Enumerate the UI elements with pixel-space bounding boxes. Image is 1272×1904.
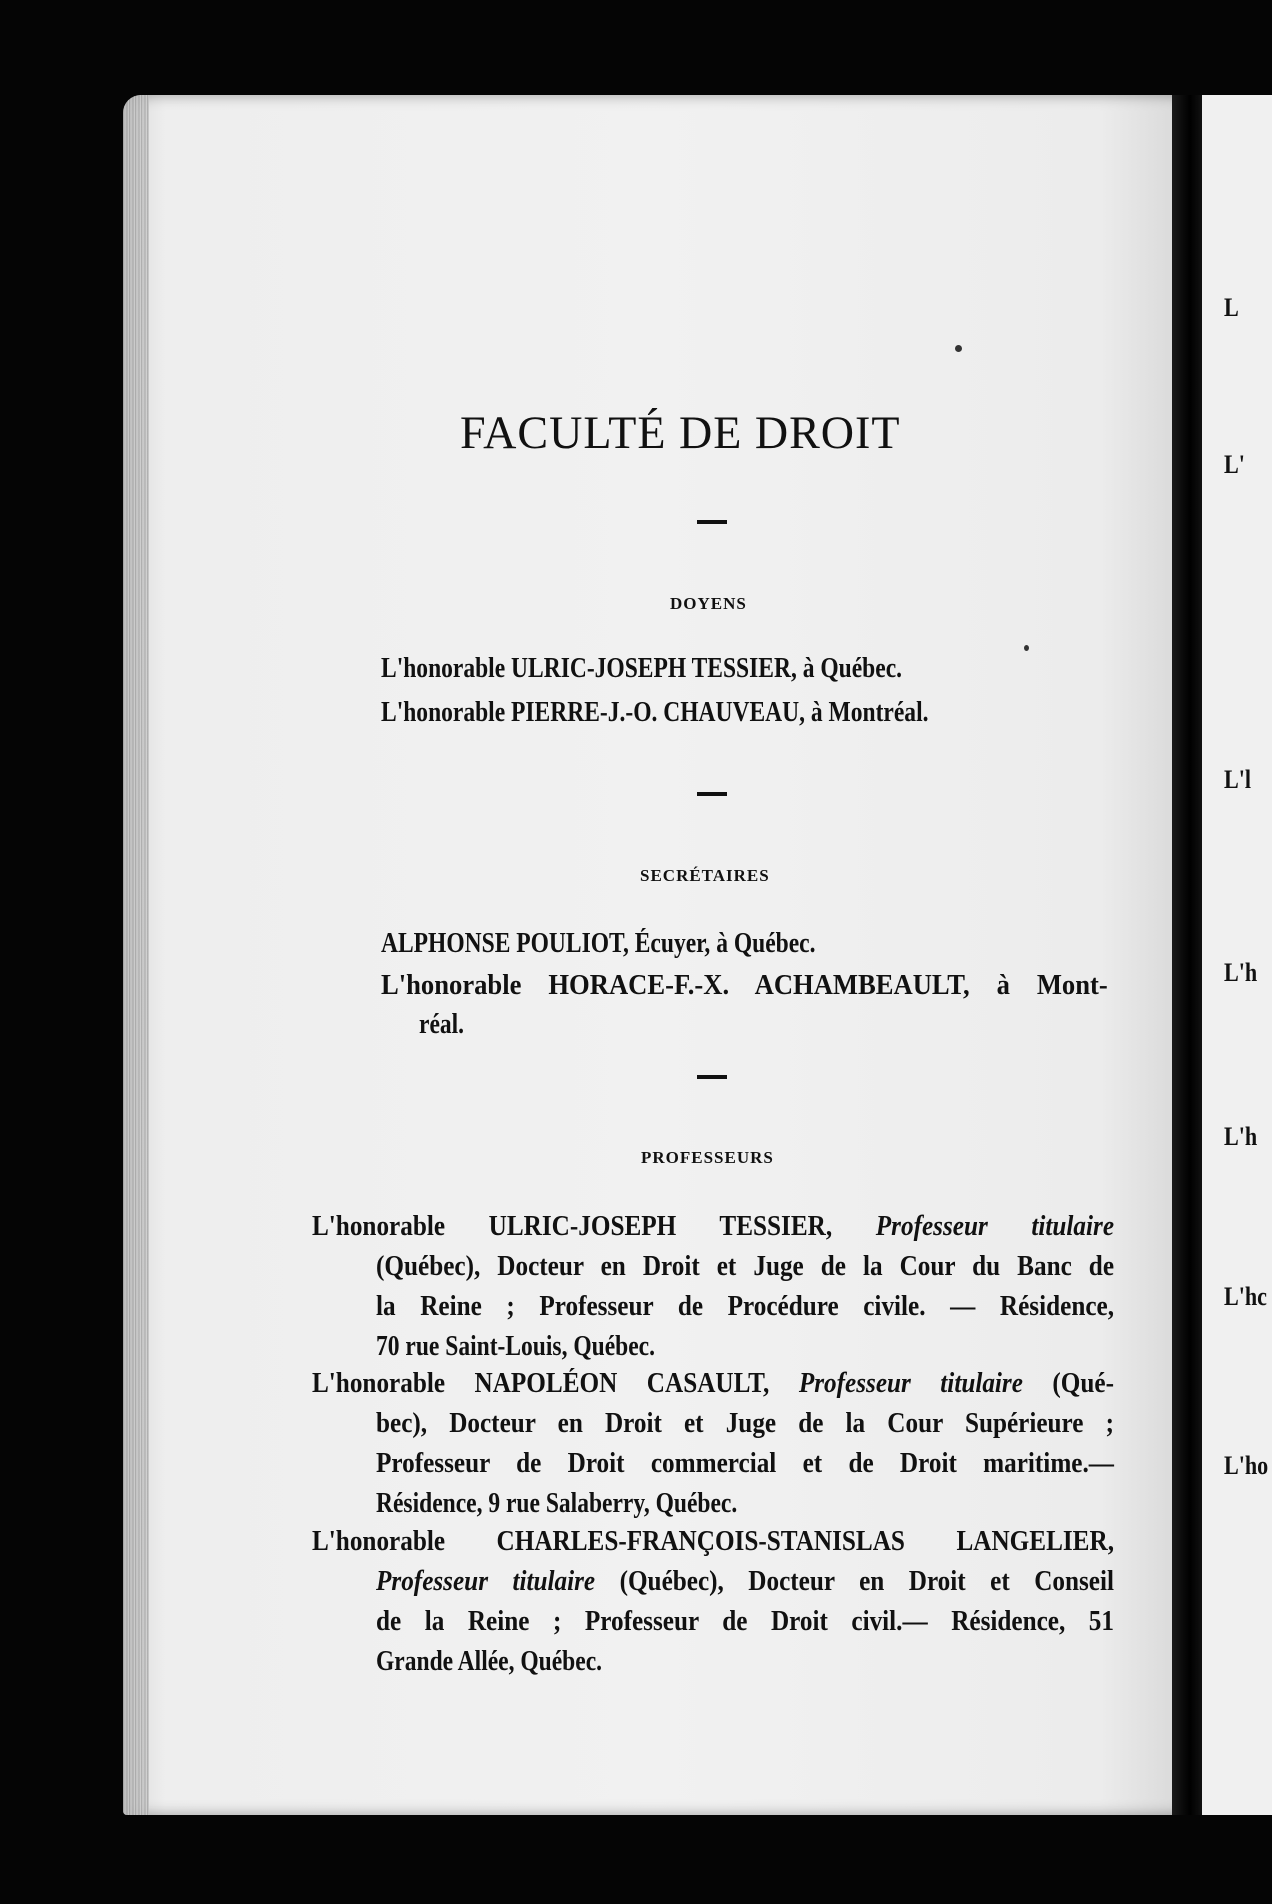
divider <box>697 1075 727 1079</box>
divider <box>697 520 727 524</box>
line-text: L'honorable CHARLES-FRANÇOIS-STANISLAS LANGELIER, <box>312 1526 1114 1557</box>
secretaire-line: réal. <box>419 1009 465 1040</box>
professeur-line <box>376 1566 1114 1598</box>
line-text: (Québec), Docteur en Droit et Conseil <box>595 1566 1114 1597</box>
line-text: Grande Allée, Québec. <box>376 1646 603 1677</box>
professeur-title: Professeur titulaire <box>798 1368 1023 1399</box>
adjacent-page <box>1202 95 1272 1815</box>
line-text: Professeur de Droit commercial et de Droit maritime.— <box>376 1448 1114 1479</box>
line-text: L'honorable ULRIC-JOSEPH TESSIER, <box>312 1211 876 1242</box>
professeur-line <box>376 1606 1114 1638</box>
print-speck <box>1024 645 1029 651</box>
section-heading-secretaires: SECRÉTAIRES <box>640 866 770 885</box>
book-spine <box>1172 95 1202 1815</box>
secretaire-line: ALPHONSE POULIOT, Écuyer, à Québec. <box>381 928 816 959</box>
professeur-line <box>376 1291 1114 1323</box>
adjacent-page-fragment: L <box>1224 293 1239 322</box>
line-text: (Québec), Docteur en Droit et Juge de la Cour du Banc de <box>376 1251 1114 1282</box>
adjacent-page-fragment: L'ho <box>1224 1451 1269 1480</box>
adjacent-page-fragment: L'l <box>1224 765 1252 794</box>
professeur-line <box>376 1646 602 1678</box>
adjacent-page-fragment: L' <box>1224 450 1245 479</box>
divider <box>697 792 727 796</box>
secretaire-line: L'honorable HORACE-F.-X. ACHAMBEAULT, à Mont- <box>381 970 1108 1001</box>
professeur-title: Professeur titulaire <box>875 1211 1114 1242</box>
professeur-line <box>376 1251 1114 1283</box>
professeur-line <box>376 1448 1114 1480</box>
adjacent-page-fragment: L'h <box>1224 958 1258 987</box>
page-edge-stack <box>123 95 149 1815</box>
professeur-line <box>376 1488 737 1520</box>
doyen-line: L'honorable ULRIC-JOSEPH TESSIER, à Québec. <box>381 653 903 684</box>
line-text: (Qué- <box>1022 1368 1114 1399</box>
professeur-line <box>312 1368 1114 1400</box>
professeur-line <box>376 1331 655 1363</box>
page-title: FACULTÉ DE DROIT <box>460 407 901 459</box>
line-text: bec), Docteur en Droit et Juge de la Cour Supérieure ; <box>376 1408 1114 1439</box>
line-text: 70 rue Saint-Louis, Québec. <box>376 1331 655 1362</box>
professeur-line <box>376 1408 1114 1440</box>
professeur-line <box>312 1526 1114 1558</box>
line-text: la Reine ; Professeur de Procédure civile. — Résidence, <box>376 1291 1114 1322</box>
line-text: Résidence, 9 rue Salaberry, Québec. <box>376 1488 738 1519</box>
line-text: de la Reine ; Professeur de Droit civil.— Résidence, 51 <box>376 1606 1114 1637</box>
adjacent-page-fragment: L'hc <box>1224 1282 1267 1311</box>
professeur-title: Professeur titulaire <box>376 1566 596 1597</box>
professeur-line <box>312 1211 1114 1243</box>
line-text: L'honorable NAPOLÉON CASAULT, <box>312 1368 799 1399</box>
doyen-line: L'honorable PIERRE-J.-O. CHAUVEAU, à Montréal. <box>381 697 929 728</box>
section-heading-doyens: DOYENS <box>670 594 747 613</box>
print-speck <box>955 345 962 352</box>
adjacent-page-fragment: L'h <box>1224 1122 1258 1151</box>
section-heading-professeurs: PROFESSEURS <box>641 1148 774 1167</box>
